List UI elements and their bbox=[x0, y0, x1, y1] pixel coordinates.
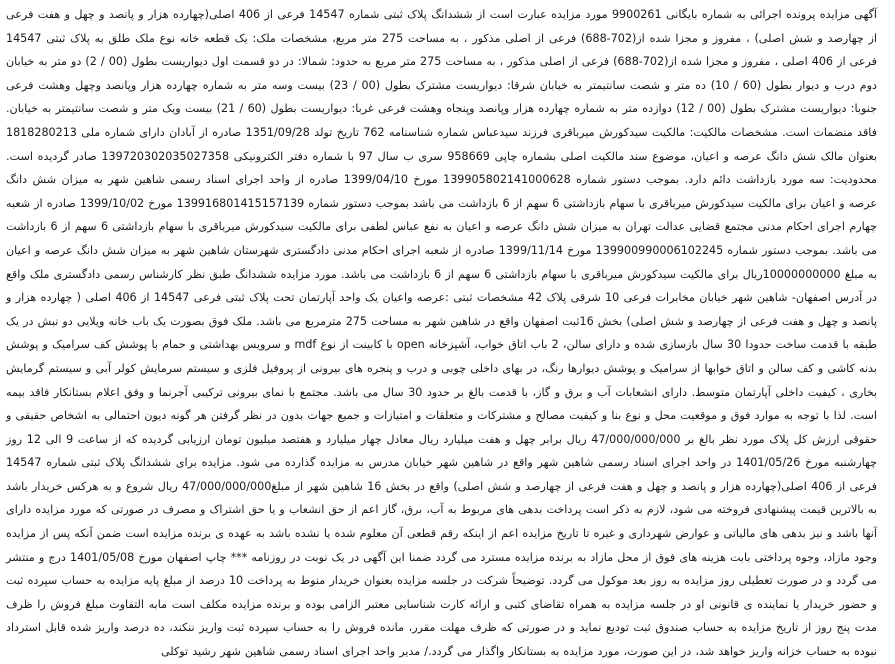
notice-body-text: آگهی مزایده پرونده اجرائی به شماره بایگانی 9900261 مورد مزایده عبارت است از ششدانگ پلاک ثبتی شماره 14547 فرعی از 406 اصلی(چهارده هزار و پانصد و چهل و هفت فرعی از چهارصد و شش اصلی) ، مفروز و مجزا شده از(702-688) فرعی از اصلی مذکور ، به مساحت 275 متر مربع، مشخصات ملک: یک قطعه خانه نوع ملک طلق به پلاک ثبتی 14547 فرعی از 406 اصلی ، مفروز و مجزا شده از(702-688) فرعی از اصلی مذکور ، به مساحت 275 متر مربع به حدود: شمالا: در دو قسمت اول دیواریست بطول (00 / 2) دو متر به خیابان دوم درب و دیوار بطول (60 / 10) ده متر و شصت سانتیمتر به خیابان شرقا: دیواریست مشترک بطول (00 / 23) بیست وسه متر به شماره چهارده هزار وپانصد وچهل وهشت فرعی جنوبا: دیواریست مشترک بطول (00 / 12) دوازده متر به شماره چهارده هزار وپانصد وپنجاه وهشت فرعی غربا: دیواریست بطول (60 / 21) بیست ویک متر و شصت سانتیمتر به خیابان. فاقد منضمات است. مشخصات مالکیت: مالکیت سیدکورش میرباقری فرزند سیدعباس شماره شناسنامه 762 تاریخ تولد 1351/09/28 صادره از آبادان دارای شماره ملی 1818280213 بعنوان مالک شش دانگ عرصه و اعیان، موضوع سند مالکیت اصلی بشماره چاپی 958669 سری ب سال 97 با شماره دفتر الکترونیکی 139720302035027358 صادر گردیده است. محدودیت: سه مورد بازداشت دائم دارد. بموجب دستور شماره 139905802141000628 مورخ 1399/04/10 صادره از واحد اجرای اسناد رسمی شاهین شهر به میزان شش دانگ عرصه و اعیان برای مالکیت سیدکورش میرباقری با سهام بازداشتی 6 سهم از 6 بازداشت می باشد بموجب دستور شماره 139916801415157139 مورخ 1399/10/02 صادره از شعبه چهارم اجرای احکام مدنی مجتمع قضایی عدالت تهران به میزان شش دانگ عرصه و اعیان به نفع عباس لطفی برای مالکیت سیدکورش میرباقری با سهام بازداشتی 6 سهم از 6 بازداشت می باشد. بموجب دستور شماره 139900990006102245 مورخ 1399/11/14 صادره از شعبه اجرای احکام مدنی دادگستری شهرستان شاهین شهر به میزان شش دانگ عرصه و اعیان به مبلغ 10000000000ریال برای مالکیت سیدکورش میرباقری با سهام بازداشتی 6 سهم از 6 بازداشت می باشد. مورد مزایده ششدانگ طبق نظر کارشناس رسمی دادگستری ملک واقع در آدرس اصفهان- شاهین شهر خیابان مخابرات فرعی 10 شرقی پلاک 42 مشخصات ثبتی :عرصه واعیان یک واحد آپارتمان تحت پلاک ثبتی فرعی 14547 از 406 اصلی ( چهارده هزار و پانصد و چهل و هفت فرعی از چهارصد و شش اصلی) بخش 16ثبت اصفهان واقع در شاهین شهر به مساحت 275 مترمربع می باشد. ملک فوق بصورت یک باب خانه ویلایی دو نبش در یک طبقه با قدمت ساخت حدودا 30 سال بازسازی شده و دارای سالن، 2 باب اتاق خواب، آشپزخانه open با کابینت از نوع mdf و سرویس بهداشتی و حمام با پوشش کف سرامیک و پوشش بدنه کاشی و کف سالن و اتاق خوابها از سرامیک و پوشش دیوارها رنگ، در بهای داخلی چوبی و درب و پنجره های بیرونی از پروفیل فلزی و سیستم سرمایش کولر آبی و سیستم گرمایش بخاری ، کیفیت داخلی آپارتمان متوسط. دارای انشعابات آب و برق و گاز، با قدمت بالغ بر حدود 30 سال می باشد. مجتمع با نمای بیرونی ترکیبی آجرنما و وفق اعلام بستانکار فاقد بیمه است. لذا با توجه به موارد فوق و موقعیت محل و نوع بنا و کیفیت مصالح و مشترکات و متعلقات و امتیازات و جمیع جهات بدون در نظر گرفتن هر گونه دیون احتمالی به اشخاص حقیقی و حقوقی ارزش کل پلاک مورد نظر بالغ بر 47/000/000/000 ریال برابر چهل و هفت میلیارد ریال معادل چهار میلیارد و هفتصد میلیون تومان ارزیابی گردیده که از ساعت 9 الی 12 روز چهارشنبه مورخ 1401/05/26 در واحد اجرای اسناد رسمی شاهین شهر واقع در شاهین شهر خیابان مدرس به مزایده گذارده می شود. مزایده برای ششدانگ پلاک ثبتی شماره 14547 فرعی از 406 اصلی(چهارده هزار و پانصد و چهل و هفت فرعی از چهارصد و شش اصلی) واقع در بخش 16 شاهین شهر از مبلغ47/000/000/000 ریال شروع و به هرکس خریدار باشد به بالاترین قیمت پیشنهادی فروخته می شود، لازم به ذکر است پرداخت بدهی های مربوط به آب، برق، گاز اعم از حق انشعاب و یا حق اشتراک و مصرف در صورتی که مورد مزایده دارای آنها باشد و نیز بدهی های مالیاتی و عوارض شهرداری و غیره تا تاریخ مزایده اعم از اینکه رقم قطعی آن معلوم شده یا نشده باشد به عهده ی برنده مزایده است ضمن آنکه پس از مزایده وجود مازاد، وجوه پرداختی بابت هزینه های فوق از محل مازاد به برنده مزایده مسترد می گردد ضمنا این آگهی در یک نوبت در روزنامه *** چاپ اصفهان مورخ 1401/05/08 درج و منتشر می گردد و در صورت تعطیلی روز مزایده به روز بعد موکول می گردد. توضیحاً شرکت در جلسه مزایده بعنوان خریدار منوط به پرداخت 10 درصد از مبلغ پایه مزایده به حساب سپرده ثبت و حضور خریدار یا نماینده ی قانونی او در جلسه مزایده به همراه تقاضای کتبی و ارائه کارت شناسایی معتبر الزامی بوده و برنده مزایده مکلف است مابه التفاوت مبلغ فروش را ظرف مدت پنج روز از تاریخ مزایده به حساب صندوق ثبت تودیع نماید و در صورتی که ظرف مهلت مقرر، مانده فروش را به حساب سپرده ثبت واریز ننکند، ده درصد واریز شده قابل استرداد نبوده به حساب خزانه واریز خواهد شد، در این صورت، مورد مزایده به بستانکار واگذار می گردد./ مدیر واحد اجرای اسناد رسمی شاهین شهر رشید توکلی bbox=[6, 8, 878, 659]
